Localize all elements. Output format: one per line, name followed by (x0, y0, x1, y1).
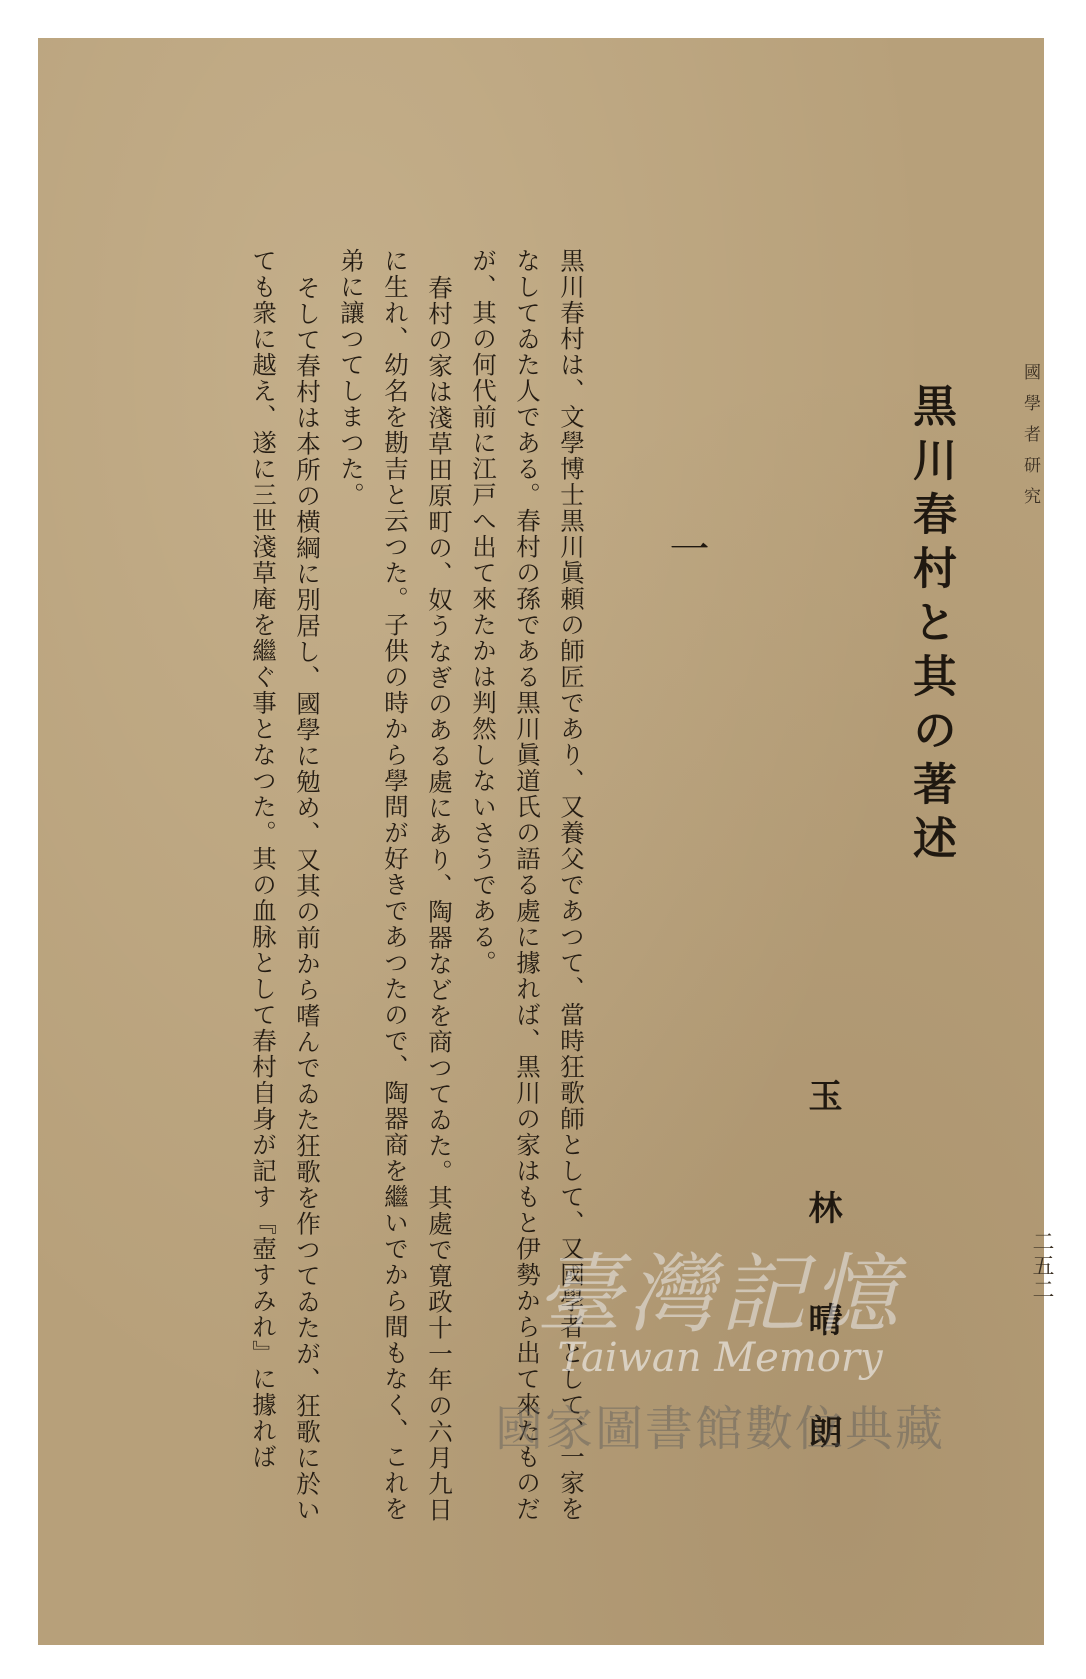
body-paragraph: 春村の家は淺草田原町の、奴うなぎのある處にあり、陶器などを商つてゐた。其處で寛政十一年の六月九日に生れ、幼名を勘吉と云つた。子供の時から學問が好きであつたので、陶器商を繼いでから間もなく、これを弟に讓つてしまつた。 (337, 248, 454, 1523)
watermark-organization: 國家圖書館數位典藏 (494, 1401, 945, 1457)
article-author: 玉林晴朗 (802, 1078, 842, 1526)
body-paragraph: そして春村は本所の横綱に別居し、國學に勉め、又其の前から嗜んでゐた狂歌を作つてゐたが、狂歌に於いても衆に越え、遂に三世淺草庵を繼ぐ事となつた。其の血脉として春村自身が記す『壺すみれ』に據れば (249, 248, 322, 1523)
running-header: 國學者研究 (1020, 363, 1040, 518)
scanned-page (38, 38, 1054, 1645)
watermark-logo-text: 臺灣記憶 (536, 1245, 904, 1345)
article-title: 黒川春村と其の著述 (905, 383, 956, 869)
article-body (243, 248, 593, 1538)
body-paragraph: 黒川春村は、文學博士黒川眞頼の師匠であり、又養父であつて、當時狂歌師として、又國學者として、一家をなしてゐた人である。春村の孫である黒川眞道氏の語る處に據れば、黒川の家はもと伊勢から出て來たものだが、其の何代前に江戸へ出て來たかは判然しないさうである。 (469, 248, 586, 1522)
page-number: 二五二 (1029, 1230, 1054, 1302)
section-number: 一 (663, 528, 709, 568)
watermark-subtitle: Taiwan Memory (557, 1335, 883, 1381)
